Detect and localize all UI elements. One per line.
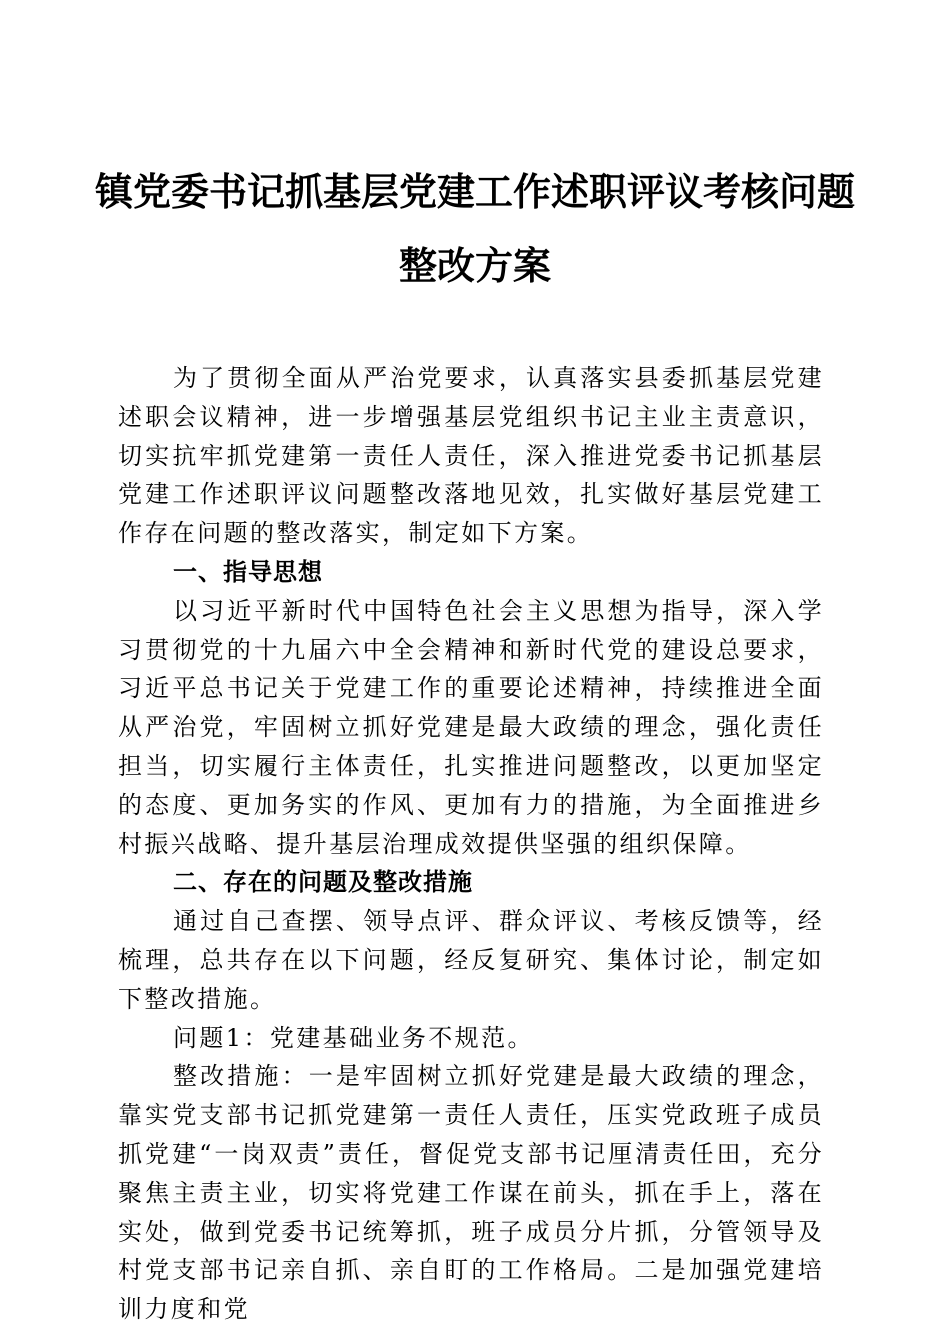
problems-intro-paragraph: 通过自己查摆、领导点评、群众评议、考核反馈等，经梳理，总共存在以下问题，经反复研究、集体讨论，制定如下整改措施。 [118, 907, 824, 1013]
problem-1: 问题1：党建基础业务不规范。 [173, 1023, 534, 1052]
document-title-line-2: 整改方案 [398, 243, 551, 288]
section-heading-guiding-thought: 一、指导思想 [173, 557, 323, 586]
document-body [118, 359, 824, 1329]
section-heading-problems-measures: 二、存在的问题及整改措施 [173, 868, 473, 897]
guiding-thought-paragraph: 以习近平新时代中国特色社会主义思想为指导，深入学习贯彻党的十九届六中全会精神和新时代党的建设总要求，习近平总书记关于党建工作的重要论述精神，持续推进全面从严治党，牢固树立抓好党建是最大政绩的理念，强化责任担当，切实履行主体责任，扎实推进问题整改，以更加坚定的态度、更加务实的作风、更加有力的措施，为全面推进乡村振兴战略、提升基层治理成效提供坚强的组织保障。 [118, 596, 824, 858]
document-title-line-1: 镇党委书记抓基层党建工作述职评议考核问题 [94, 169, 855, 214]
measures-1-paragraph: 整改措施：一是牢固树立抓好党建是最大政绩的理念，靠实党支部书记抓党建第一责任人责任，压实党政班子成员抓党建“一岗双责”责任，督促党支部书记厘清责任田，充分聚焦主责主业，切实将党建工作谋在前头，抓在手上，落在实处，做到党委书记统筹抓，班子成员分片抓，分管领导及村党支部书记亲自抓、亲自盯的工作格局。二是加强党建培训力度和党 [118, 1062, 824, 1324]
intro-paragraph: 为了贯彻全面从严治党要求，认真落实县委抓基层党建述职会议精神，进一步增强基层党组织书记主业主责意识，切实抗牢抓党建第一责任人责任，深入推进党委书记抓基层党建工作述职评议问题整改落地见效，扎实做好基层党建工作存在问题的整改落实，制定如下方案。 [118, 364, 824, 548]
